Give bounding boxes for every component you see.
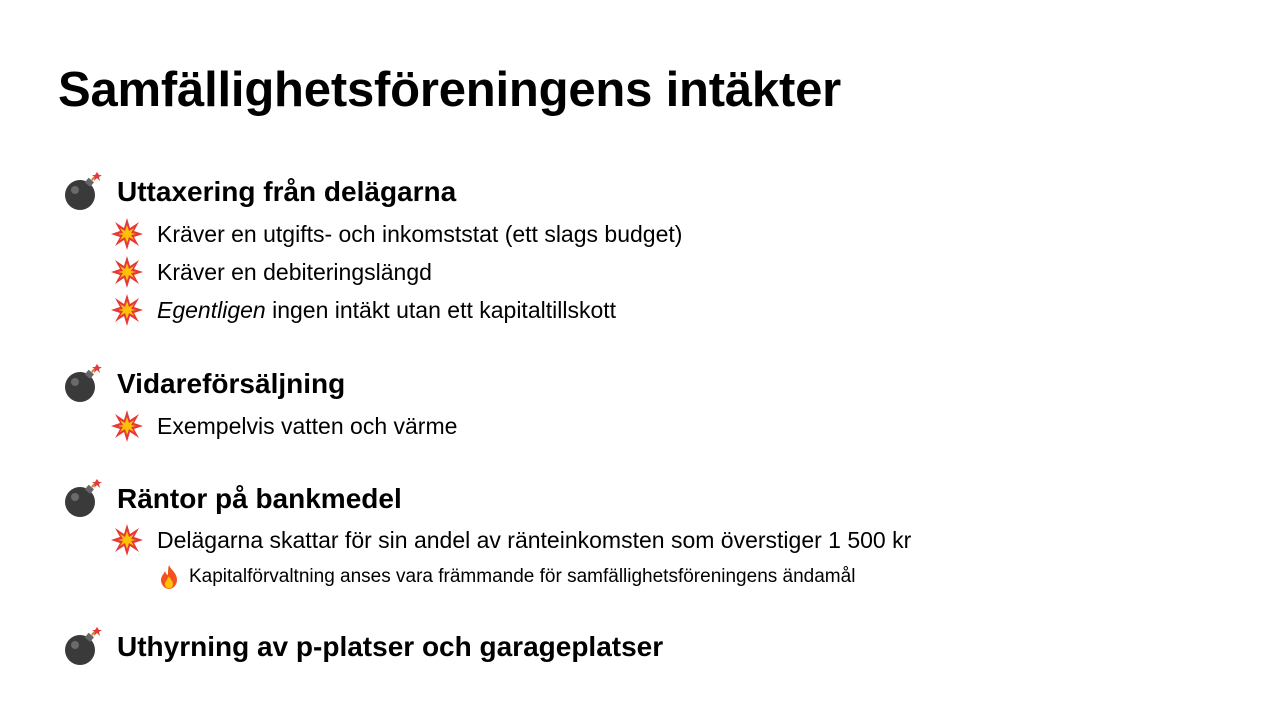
subsubbullet-label: Kapitalförvaltning anses vara främmande för samfällighetsföreningens ändamål	[189, 566, 856, 587]
collision-icon	[110, 255, 144, 289]
bullet-label: Vidareförsäljning	[117, 368, 346, 399]
subbullet-label: Kräver en utgifts- och inkomststat (ett slags budget)	[157, 220, 683, 247]
bullet-item-uthyrning	[62, 625, 663, 669]
subbullet-item	[110, 522, 911, 558]
collision-icon	[110, 523, 144, 557]
subbullet-label: Exempelvis vatten och värme	[157, 412, 458, 439]
subbullet-label-rest: ingen intäkt utan ett kapitaltillskott	[265, 296, 617, 323]
subbullet-label: Delägarna skattar för sin andel av ränteinkomsten som överstiger 1 500 kr	[157, 526, 912, 553]
collision-icon	[110, 293, 144, 327]
collision-icon	[110, 217, 144, 251]
slide-title: Samfällighetsföreningens intäkter	[58, 63, 842, 117]
subsubbullet-item	[156, 562, 855, 592]
bomb-icon	[62, 172, 102, 212]
bullet-item-uttaxering	[62, 170, 456, 214]
bomb-icon	[62, 479, 102, 519]
collision-icon	[110, 409, 144, 443]
subbullet-item	[110, 292, 616, 328]
bomb-icon	[62, 627, 102, 667]
bullet-label: Uthyrning av p-platser och garageplatser	[117, 631, 664, 662]
bullet-item-rantor	[62, 477, 402, 521]
subbullet-item	[110, 408, 457, 444]
fire-icon	[156, 564, 182, 590]
bullet-item-vidareforsaljning	[62, 362, 345, 406]
subbullet-label: Kräver en debiteringslängd	[157, 258, 432, 285]
bullet-label: Uttaxering från delägarna	[117, 176, 457, 207]
subbullet-item	[110, 216, 682, 252]
emphasis-text: Egentligen	[157, 296, 266, 323]
bomb-icon	[62, 364, 102, 404]
subbullet-label	[157, 297, 616, 324]
subbullet-item	[110, 254, 432, 290]
bullet-label: Räntor på bankmedel	[117, 483, 402, 514]
